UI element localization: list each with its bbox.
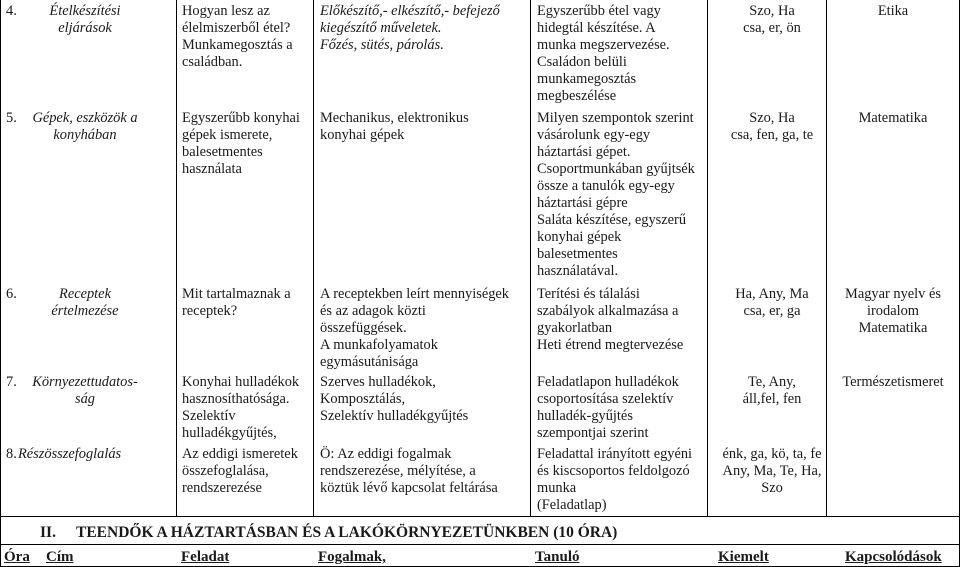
cell-line: Szo, Ha bbox=[749, 3, 795, 19]
cell-line: Egyszerűbb konyhai bbox=[182, 110, 300, 126]
cell-line: hidegtál készítése. A bbox=[537, 20, 656, 36]
cell-line: össze a tanulók egy-egy bbox=[537, 178, 675, 194]
cell-line: csoportosítása szelektív bbox=[537, 391, 674, 407]
cell-line: Te, Any, bbox=[747, 374, 797, 390]
cell-line: énk, ga, kö, ta, fe bbox=[722, 446, 822, 462]
cell-line: munka bbox=[537, 480, 577, 496]
cell-line: Részösszefoglalás bbox=[18, 446, 122, 462]
cell-line: és kiscsoportos feldolgozó bbox=[537, 463, 690, 479]
cell-line: Szerves hulladékok, bbox=[320, 374, 436, 390]
cell-line: háztartási gépre bbox=[537, 195, 628, 211]
cell-line: szabályok alkalmazása a bbox=[537, 303, 679, 319]
cell-words bbox=[716, 286, 828, 320]
cell-line: Ha, Any, Ma bbox=[735, 286, 809, 302]
cell-activity bbox=[537, 110, 709, 280]
cell-line: Matematika bbox=[858, 320, 928, 336]
cell-line: Terítési és tálalási bbox=[537, 286, 640, 302]
cell-activity bbox=[537, 374, 709, 442]
cell-line: Receptek bbox=[59, 286, 111, 302]
cell-line: balesetmentes bbox=[537, 246, 618, 262]
cell-links bbox=[833, 286, 953, 337]
cell-links bbox=[833, 3, 953, 20]
cell-line: Komposztálás, bbox=[320, 391, 406, 407]
cell-words bbox=[716, 3, 828, 37]
cell-line: Természetismeret bbox=[842, 374, 944, 390]
header-tanulo: Tanuló bbox=[535, 549, 580, 565]
cell-line: értelmezése bbox=[51, 303, 119, 319]
cell-line: (Feladatlap) bbox=[537, 497, 607, 513]
cell-line: háztartási gépet. bbox=[537, 144, 631, 160]
cell-line: Magyar nyelv és bbox=[845, 286, 941, 302]
section-number: II. bbox=[40, 524, 56, 541]
cell-links bbox=[833, 374, 953, 391]
cell-line: élelmiszerből étel? bbox=[182, 20, 291, 36]
cell-line: és az adagok közti bbox=[320, 303, 426, 319]
cell-line: kiegészítő műveletek. bbox=[320, 20, 442, 36]
cell-knowledge bbox=[320, 446, 530, 497]
cell-line: Családon belüli bbox=[537, 54, 627, 70]
cell-activity bbox=[537, 3, 709, 105]
cell-words bbox=[716, 446, 828, 497]
cell-line: Szelektív hulladékgyűjtés bbox=[320, 408, 469, 424]
cell-line: Feladatlapon hulladékok bbox=[537, 374, 679, 390]
cell-line: csa, fen, ga, te bbox=[730, 127, 814, 143]
cell-line: áll,fel, fen bbox=[742, 391, 802, 407]
cell-activity bbox=[537, 286, 709, 354]
cell-line: munkamegosztás bbox=[537, 71, 637, 87]
cell-line: munka megszervezése. bbox=[537, 37, 670, 53]
header-kiemelt: Kiemelt bbox=[718, 549, 769, 565]
cell-line: Szelektív bbox=[182, 408, 236, 424]
cell-knowledge bbox=[320, 3, 530, 54]
cell-line: használatával. bbox=[537, 263, 619, 279]
cell-words bbox=[716, 374, 828, 408]
cell-knowledge bbox=[320, 110, 530, 144]
cell-line: Mit tartalmaznak a bbox=[182, 286, 291, 302]
cell-line: konyhában bbox=[53, 127, 117, 143]
cell-line: eljárások bbox=[58, 20, 112, 36]
column-divider bbox=[0, 0, 1, 567]
cell-line: gyakorlatban bbox=[537, 320, 613, 336]
cell-basic bbox=[182, 446, 312, 497]
cell-line: Heti étrend megtervezése bbox=[537, 337, 684, 353]
cell-line: Csoportmunkában gyűjtsék bbox=[537, 161, 695, 177]
cell-topic bbox=[6, 446, 174, 463]
cell-line: irodalom bbox=[867, 303, 919, 319]
cell-basic bbox=[182, 374, 312, 442]
cell-activity bbox=[537, 446, 709, 514]
cell-line: szempontjai szerint bbox=[537, 425, 649, 441]
cell-line: vásárolunk egy-egy bbox=[537, 127, 651, 143]
cell-line: Any, Ma, Te, Ha, bbox=[722, 463, 822, 479]
column-divider bbox=[176, 0, 177, 516]
cell-line: rendszerezése, mélyítése, a bbox=[320, 463, 476, 479]
cell-line: 6. bbox=[6, 286, 17, 302]
column-divider bbox=[530, 0, 531, 516]
cell-line: Ö: Az eddigi fogalmak bbox=[320, 446, 452, 462]
cell-line: Matematika bbox=[858, 110, 928, 126]
header-kapcsolodasok: Kapcsolódások bbox=[845, 549, 942, 565]
header-feladat: Feladat bbox=[181, 549, 230, 565]
cell-line: 7. bbox=[6, 374, 17, 390]
cell-line: A munkafolyamatok bbox=[320, 337, 438, 353]
cell-topic bbox=[6, 374, 174, 408]
cell-line: ság bbox=[75, 391, 95, 407]
cell-line: Szo bbox=[761, 480, 783, 496]
cell-basic bbox=[182, 3, 312, 71]
cell-basic bbox=[182, 286, 312, 320]
cell-line: Munkamegosztás a bbox=[182, 37, 293, 53]
cell-line: használata bbox=[182, 161, 242, 177]
header-cim: Cím bbox=[46, 549, 74, 565]
cell-topic bbox=[6, 3, 174, 37]
cell-line: 8. bbox=[6, 446, 17, 462]
cell-line: Konyhai hulladékok bbox=[182, 374, 300, 390]
row-divider bbox=[0, 544, 960, 545]
cell-knowledge bbox=[320, 374, 530, 425]
section-heading bbox=[40, 524, 617, 542]
column-divider bbox=[313, 0, 314, 516]
cell-line: Milyen szempontok szerint bbox=[537, 110, 694, 126]
cell-line: Előkészítő,- elkészítő,- befejező bbox=[320, 3, 500, 19]
cell-line: Főzés, sütés, párolás. bbox=[320, 37, 444, 53]
cell-line: Gépek, eszközök a bbox=[32, 110, 138, 126]
cell-words bbox=[716, 110, 828, 144]
cell-topic bbox=[6, 286, 174, 320]
cell-line: konyhai gépek bbox=[537, 229, 622, 245]
cell-line: összefüggések. bbox=[320, 320, 407, 336]
cell-line: Saláta készítése, egyszerű bbox=[537, 212, 687, 228]
cell-basic bbox=[182, 110, 312, 178]
cell-line: 4. bbox=[6, 3, 17, 19]
header-fogalmak: Fogalmak, bbox=[318, 549, 386, 565]
cell-line: Feladattal irányított egyéni bbox=[537, 446, 693, 462]
cell-line: receptek? bbox=[182, 303, 238, 319]
section-title: TEENDŐK A HÁZTARTÁSBAN ÉS A LAKÓKÖRNYEZETÜNKBEN (10 ÓRA) bbox=[76, 524, 618, 541]
cell-line: Szo, Ha bbox=[749, 110, 795, 126]
cell-line: csa, er, ga bbox=[743, 303, 801, 319]
cell-line: hulladékgyűjtés, bbox=[182, 425, 277, 441]
cell-line: balesetmentes bbox=[182, 144, 263, 160]
cell-line: Egyszerűbb étel vagy bbox=[537, 3, 661, 19]
cell-line: összefoglalása, bbox=[182, 463, 269, 479]
cell-line: A receptekben leírt mennyiségek bbox=[320, 286, 510, 302]
cell-line: Ételkészítési bbox=[49, 3, 121, 19]
cell-line: hasznosíthatósága. bbox=[182, 391, 290, 407]
column-divider bbox=[826, 0, 827, 516]
row-divider bbox=[0, 516, 960, 517]
cell-line: egymásutánisága bbox=[320, 354, 419, 370]
cell-line: Etika bbox=[877, 3, 909, 19]
cell-topic bbox=[6, 110, 174, 144]
cell-line: Környezettudatos- bbox=[32, 374, 138, 390]
cell-line: Az eddigi ismeretek bbox=[182, 446, 298, 462]
cell-line: megbeszélése bbox=[537, 88, 617, 104]
cell-line: családban. bbox=[182, 54, 243, 70]
cell-line: rendszerezése bbox=[182, 480, 262, 496]
header-ora: Óra bbox=[4, 549, 30, 565]
cell-line: gépek ismerete, bbox=[182, 127, 273, 143]
cell-line: Hogyan lesz az bbox=[182, 3, 270, 19]
cell-line: Mechanikus, elektronikus bbox=[320, 110, 469, 126]
cell-line: csa, er, ön bbox=[743, 20, 801, 36]
cell-line: 5. bbox=[6, 110, 17, 126]
cell-line: hulladék-gyűjtés bbox=[537, 408, 633, 424]
cell-line: konyhai gépek bbox=[320, 127, 405, 143]
cell-knowledge bbox=[320, 286, 530, 371]
cell-line: köztük lévő kapcsolat feltárása bbox=[320, 480, 498, 496]
cell-links bbox=[833, 110, 953, 127]
